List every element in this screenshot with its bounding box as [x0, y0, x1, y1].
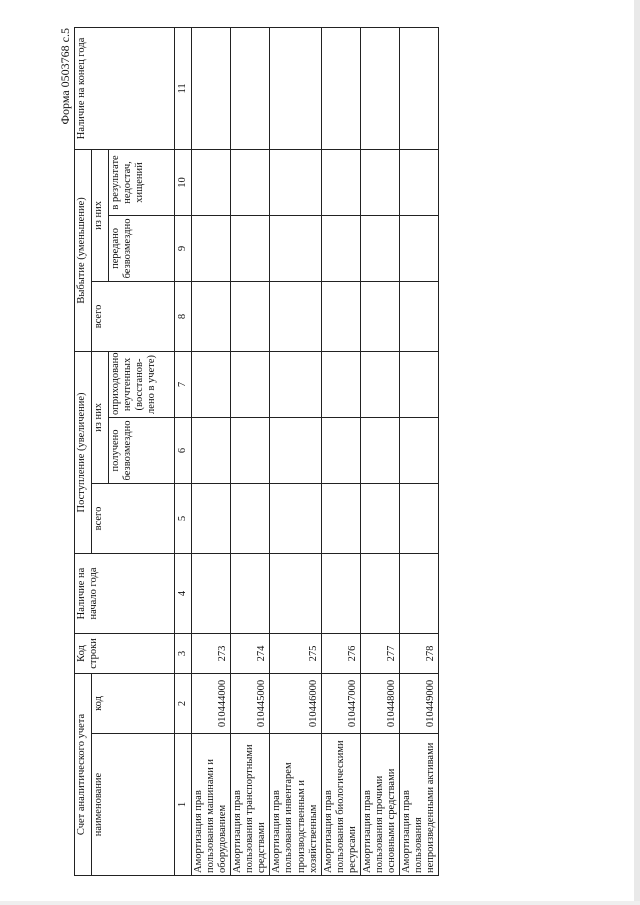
row-code: 010447000 — [321, 673, 360, 733]
column-number: 2 — [175, 673, 192, 733]
rotated-form — [50, 28, 595, 876]
empty-cell[interactable] — [231, 351, 270, 417]
row-code: 010449000 — [400, 673, 439, 733]
empty-cell[interactable] — [400, 351, 439, 417]
column-number: 9 — [175, 215, 192, 281]
empty-cell[interactable] — [360, 27, 399, 149]
empty-cell[interactable] — [270, 149, 321, 215]
empty-cell[interactable] — [192, 483, 231, 553]
table-row — [321, 27, 360, 875]
empty-cell[interactable] — [231, 281, 270, 351]
disposal-header: Выбытие (уменьшение) — [75, 149, 92, 351]
empty-cell[interactable] — [360, 215, 399, 281]
row-line-code: 277 — [360, 633, 399, 673]
row-name: Амортизация прав пользования машинами и оборудованием — [192, 734, 231, 876]
empty-cell[interactable] — [400, 215, 439, 281]
empty-cell[interactable] — [321, 149, 360, 215]
row-line-code: 275 — [270, 633, 321, 673]
empty-cell[interactable] — [231, 215, 270, 281]
row-name: Амортизация прав пользования биологическими ресурсами — [321, 734, 360, 876]
row-code: 010448000 — [360, 673, 399, 733]
empty-cell[interactable] — [321, 281, 360, 351]
empty-cell[interactable] — [360, 351, 399, 417]
empty-cell[interactable] — [231, 553, 270, 633]
name-header: наименование — [92, 734, 175, 876]
empty-cell[interactable] — [400, 483, 439, 553]
column-number: 3 — [175, 633, 192, 673]
disposal-total-header: всего — [92, 281, 175, 351]
table-row — [231, 27, 270, 875]
empty-cell[interactable] — [192, 351, 231, 417]
empty-cell[interactable] — [360, 483, 399, 553]
empty-cell[interactable] — [321, 417, 360, 483]
empty-cell[interactable] — [270, 553, 321, 633]
disposal-of-which-header: из них — [92, 149, 109, 281]
column-numbers-row — [175, 27, 192, 875]
empty-cell[interactable] — [270, 27, 321, 149]
scan-edge — [634, 0, 640, 905]
column-number: 4 — [175, 553, 192, 633]
empty-cell[interactable] — [231, 27, 270, 149]
row-name: Амортизация прав пользования транспортными средствами — [231, 734, 270, 876]
table-row — [400, 27, 439, 875]
line-code-header: Код строки — [75, 633, 175, 673]
empty-cell[interactable] — [360, 149, 399, 215]
scan-edge-bottom — [0, 901, 640, 905]
column-number: 1 — [175, 734, 192, 876]
empty-cell[interactable] — [400, 27, 439, 149]
transferred-free-header: передано безвозмездно — [109, 215, 175, 281]
empty-cell[interactable] — [192, 417, 231, 483]
empty-cell[interactable] — [270, 281, 321, 351]
table-row — [270, 27, 321, 875]
empty-cell[interactable] — [192, 553, 231, 633]
empty-cell[interactable] — [192, 27, 231, 149]
empty-cell[interactable] — [321, 351, 360, 417]
empty-cell[interactable] — [192, 281, 231, 351]
code-header: код — [92, 673, 175, 733]
empty-cell[interactable] — [400, 281, 439, 351]
empty-cell[interactable] — [400, 149, 439, 215]
row-name: Амортизация прав пользования инвентарем производственным и хозяйственным — [270, 734, 321, 876]
form-code-label: Форма 0503768 с.5 — [58, 28, 72, 125]
empty-cell[interactable] — [270, 351, 321, 417]
empty-cell[interactable] — [270, 215, 321, 281]
column-number: 6 — [175, 417, 192, 483]
column-number: 10 — [175, 149, 192, 215]
column-number: 8 — [175, 281, 192, 351]
empty-cell[interactable] — [360, 417, 399, 483]
empty-cell[interactable] — [360, 281, 399, 351]
column-number: 5 — [175, 483, 192, 553]
empty-cell[interactable] — [400, 553, 439, 633]
row-line-code: 274 — [231, 633, 270, 673]
empty-cell[interactable] — [321, 553, 360, 633]
surplus-header: оприходовано неучтенных (восстанов-лено в учете) — [109, 351, 175, 417]
receipt-of-which-header: из них — [92, 351, 109, 483]
empty-cell[interactable] — [400, 417, 439, 483]
table-row — [360, 27, 399, 875]
table-row — [192, 27, 231, 875]
row-line-code: 278 — [400, 633, 439, 673]
row-name: Амортизация прав пользования непроизведенными активами — [400, 734, 439, 876]
receipt-total-header: всего — [92, 483, 175, 553]
form-table — [74, 27, 439, 876]
empty-cell[interactable] — [321, 27, 360, 149]
receipt-header: Поступление (увеличение) — [75, 351, 92, 553]
empty-cell[interactable] — [360, 553, 399, 633]
balance-start-header: Наличие на начало года — [75, 553, 175, 633]
empty-cell[interactable] — [192, 215, 231, 281]
empty-cell[interactable] — [270, 417, 321, 483]
empty-cell[interactable] — [321, 215, 360, 281]
account-header: Счет аналитического учета — [75, 673, 92, 875]
shortage-header: в результате недостач, хищений — [109, 149, 175, 215]
row-code: 010446000 — [270, 673, 321, 733]
empty-cell[interactable] — [231, 483, 270, 553]
empty-cell[interactable] — [270, 483, 321, 553]
row-line-code: 276 — [321, 633, 360, 673]
empty-cell[interactable] — [231, 417, 270, 483]
received-free-header: получено безвозмездно — [109, 417, 175, 483]
column-number: 7 — [175, 351, 192, 417]
row-name: Амортизация прав пользования прочими основными средствами — [360, 734, 399, 876]
empty-cell[interactable] — [192, 149, 231, 215]
column-number: 11 — [175, 27, 192, 149]
row-code: 010444000 — [192, 673, 231, 733]
empty-cell[interactable] — [321, 483, 360, 553]
balance-end-header: Наличие на конец года — [75, 27, 175, 149]
empty-cell[interactable] — [231, 149, 270, 215]
row-line-code: 273 — [192, 633, 231, 673]
row-code: 010445000 — [231, 673, 270, 733]
